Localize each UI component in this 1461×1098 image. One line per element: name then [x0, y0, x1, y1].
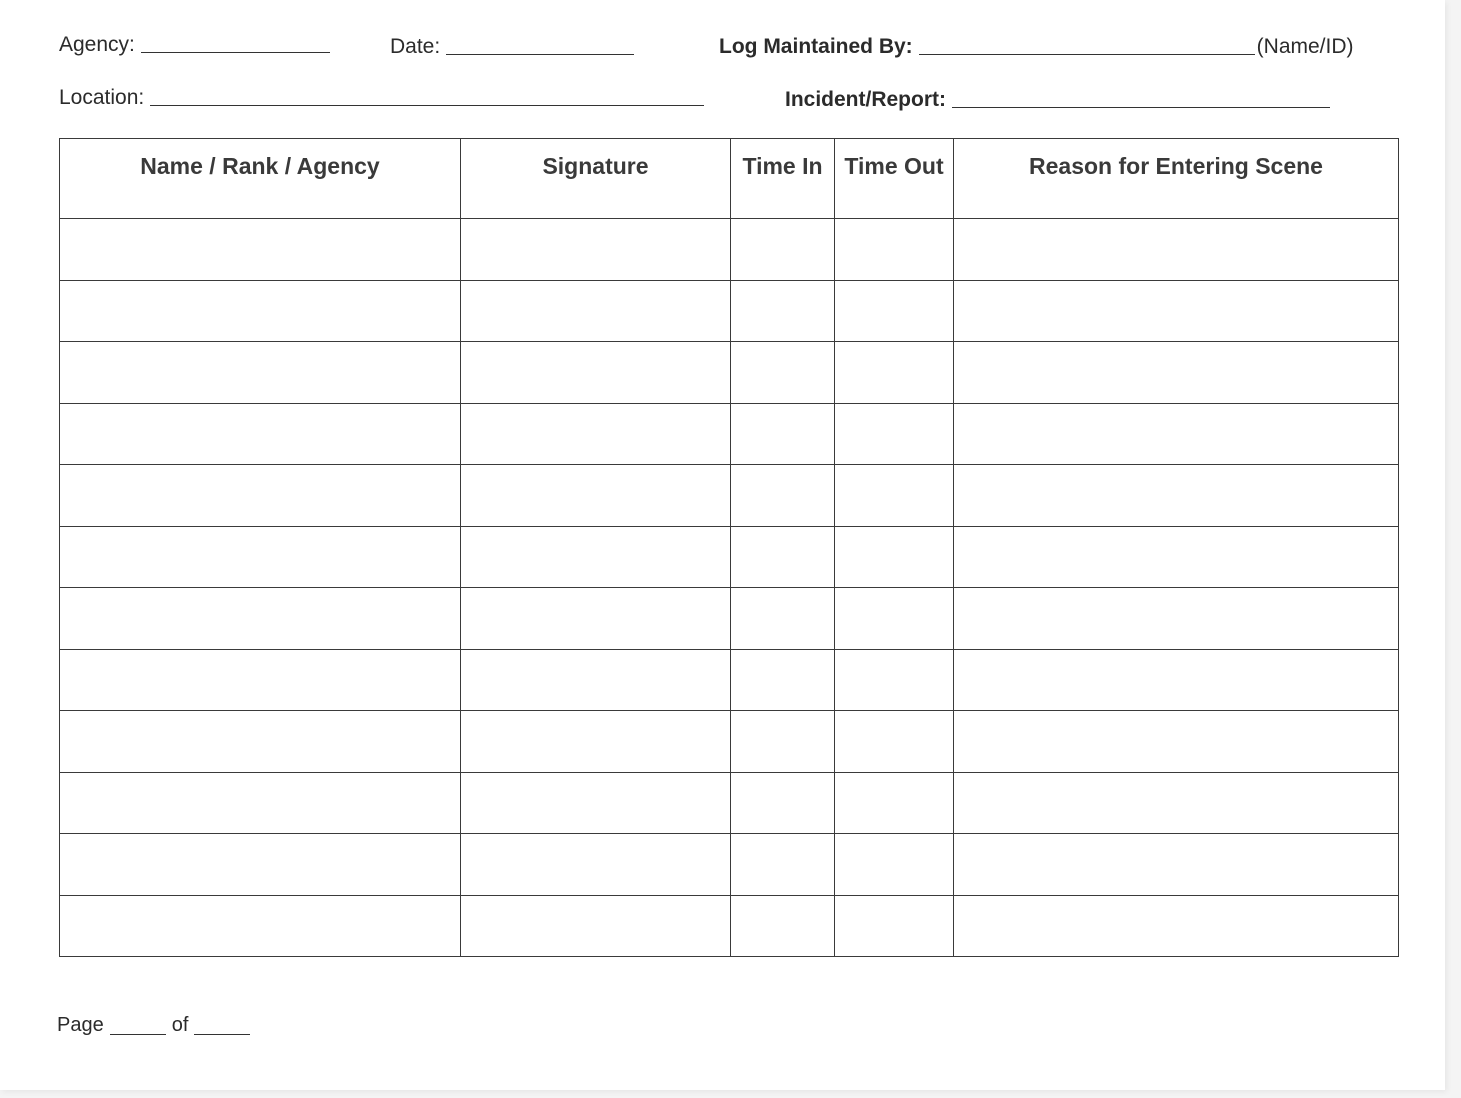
signature-cell[interactable]	[461, 711, 731, 773]
signature-cell[interactable]	[461, 219, 731, 281]
reason-cell[interactable]	[954, 711, 1399, 773]
time-out-cell[interactable]	[835, 588, 954, 650]
signature-cell[interactable]	[461, 342, 731, 404]
table-row	[60, 649, 1399, 711]
reason-cell[interactable]	[954, 219, 1399, 281]
column-header-name-rank-agency: Name / Rank / Agency	[60, 139, 461, 219]
time-out-cell[interactable]	[835, 711, 954, 773]
table-row	[60, 403, 1399, 465]
date-field	[390, 36, 634, 57]
column-header-signature: Signature	[461, 139, 731, 219]
name-rank-agency-cell[interactable]	[60, 526, 461, 588]
time-in-cell[interactable]	[731, 465, 835, 527]
table-row	[60, 465, 1399, 527]
agency-label: Agency:	[59, 33, 135, 56]
name-rank-agency-cell[interactable]	[60, 649, 461, 711]
table-body	[60, 219, 1399, 957]
table-row	[60, 772, 1399, 834]
agency-field	[59, 34, 330, 55]
time-out-cell[interactable]	[835, 649, 954, 711]
reason-cell[interactable]	[954, 403, 1399, 465]
time-in-cell[interactable]	[731, 649, 835, 711]
time-out-cell[interactable]	[835, 834, 954, 896]
reason-cell[interactable]	[954, 834, 1399, 896]
column-header-reason: Reason for Entering Scene	[954, 139, 1399, 219]
name-rank-agency-cell[interactable]	[60, 895, 461, 957]
signature-cell[interactable]	[461, 403, 731, 465]
time-in-cell[interactable]	[731, 403, 835, 465]
time-in-cell[interactable]	[731, 588, 835, 650]
time-in-cell[interactable]	[731, 895, 835, 957]
time-out-cell[interactable]	[835, 465, 954, 527]
of-label: of	[171, 1014, 189, 1036]
time-out-cell[interactable]	[835, 403, 954, 465]
reason-cell[interactable]	[954, 280, 1399, 342]
table-row	[60, 895, 1399, 957]
signature-cell[interactable]	[461, 465, 731, 527]
time-in-cell[interactable]	[731, 280, 835, 342]
reason-cell[interactable]	[954, 526, 1399, 588]
name-rank-agency-cell[interactable]	[60, 219, 461, 281]
signature-cell[interactable]	[461, 280, 731, 342]
time-in-cell[interactable]	[731, 772, 835, 834]
reason-cell[interactable]	[954, 465, 1399, 527]
log-maintained-input-line[interactable]	[919, 54, 1255, 55]
log-maintained-field	[719, 36, 1354, 57]
date-label: Date:	[390, 35, 441, 58]
name-rank-agency-cell[interactable]	[60, 588, 461, 650]
table-header-row	[60, 139, 1399, 219]
table-row	[60, 526, 1399, 588]
table-row	[60, 588, 1399, 650]
time-in-cell[interactable]	[731, 526, 835, 588]
table-row	[60, 280, 1399, 342]
scene-entry-log-table	[59, 138, 1399, 957]
time-in-cell[interactable]	[731, 342, 835, 404]
column-header-time-out: Time Out	[835, 139, 954, 219]
time-out-cell[interactable]	[835, 219, 954, 281]
name-rank-agency-cell[interactable]	[60, 342, 461, 404]
name-rank-agency-cell[interactable]	[60, 403, 461, 465]
table-row	[60, 219, 1399, 281]
reason-cell[interactable]	[954, 649, 1399, 711]
reason-cell[interactable]	[954, 588, 1399, 650]
page-label: Page	[57, 1014, 104, 1036]
incident-label: Incident/Report:	[785, 88, 946, 111]
incident-input-line[interactable]	[952, 107, 1330, 108]
signature-cell[interactable]	[461, 834, 731, 896]
name-id-suffix: (Name/ID)	[1256, 35, 1354, 58]
location-field	[59, 87, 704, 108]
incident-field	[785, 89, 1330, 110]
time-in-cell[interactable]	[731, 219, 835, 281]
date-input-line[interactable]	[446, 54, 634, 55]
name-rank-agency-cell[interactable]	[60, 834, 461, 896]
signature-cell[interactable]	[461, 588, 731, 650]
signature-cell[interactable]	[461, 772, 731, 834]
name-rank-agency-cell[interactable]	[60, 772, 461, 834]
table-row	[60, 834, 1399, 896]
time-in-cell[interactable]	[731, 834, 835, 896]
time-out-cell[interactable]	[835, 280, 954, 342]
table-row	[60, 711, 1399, 773]
time-in-cell[interactable]	[731, 711, 835, 773]
column-header-time-in: Time In	[731, 139, 835, 219]
time-out-cell[interactable]	[835, 342, 954, 404]
signature-cell[interactable]	[461, 649, 731, 711]
signature-cell[interactable]	[461, 895, 731, 957]
reason-cell[interactable]	[954, 342, 1399, 404]
location-label: Location:	[59, 86, 145, 109]
name-rank-agency-cell[interactable]	[60, 711, 461, 773]
agency-input-line[interactable]	[141, 52, 330, 53]
time-out-cell[interactable]	[835, 772, 954, 834]
time-out-cell[interactable]	[835, 526, 954, 588]
reason-cell[interactable]	[954, 772, 1399, 834]
log-maintained-label: Log Maintained By:	[719, 35, 913, 58]
time-out-cell[interactable]	[835, 895, 954, 957]
reason-cell[interactable]	[954, 895, 1399, 957]
name-rank-agency-cell[interactable]	[60, 280, 461, 342]
page-number-footer	[57, 1014, 256, 1037]
table-row	[60, 342, 1399, 404]
signature-cell[interactable]	[461, 526, 731, 588]
page-number-input-line[interactable]	[110, 1034, 166, 1035]
location-input-line[interactable]	[150, 105, 704, 106]
name-rank-agency-cell[interactable]	[60, 465, 461, 527]
page-total-input-line[interactable]	[194, 1034, 250, 1035]
